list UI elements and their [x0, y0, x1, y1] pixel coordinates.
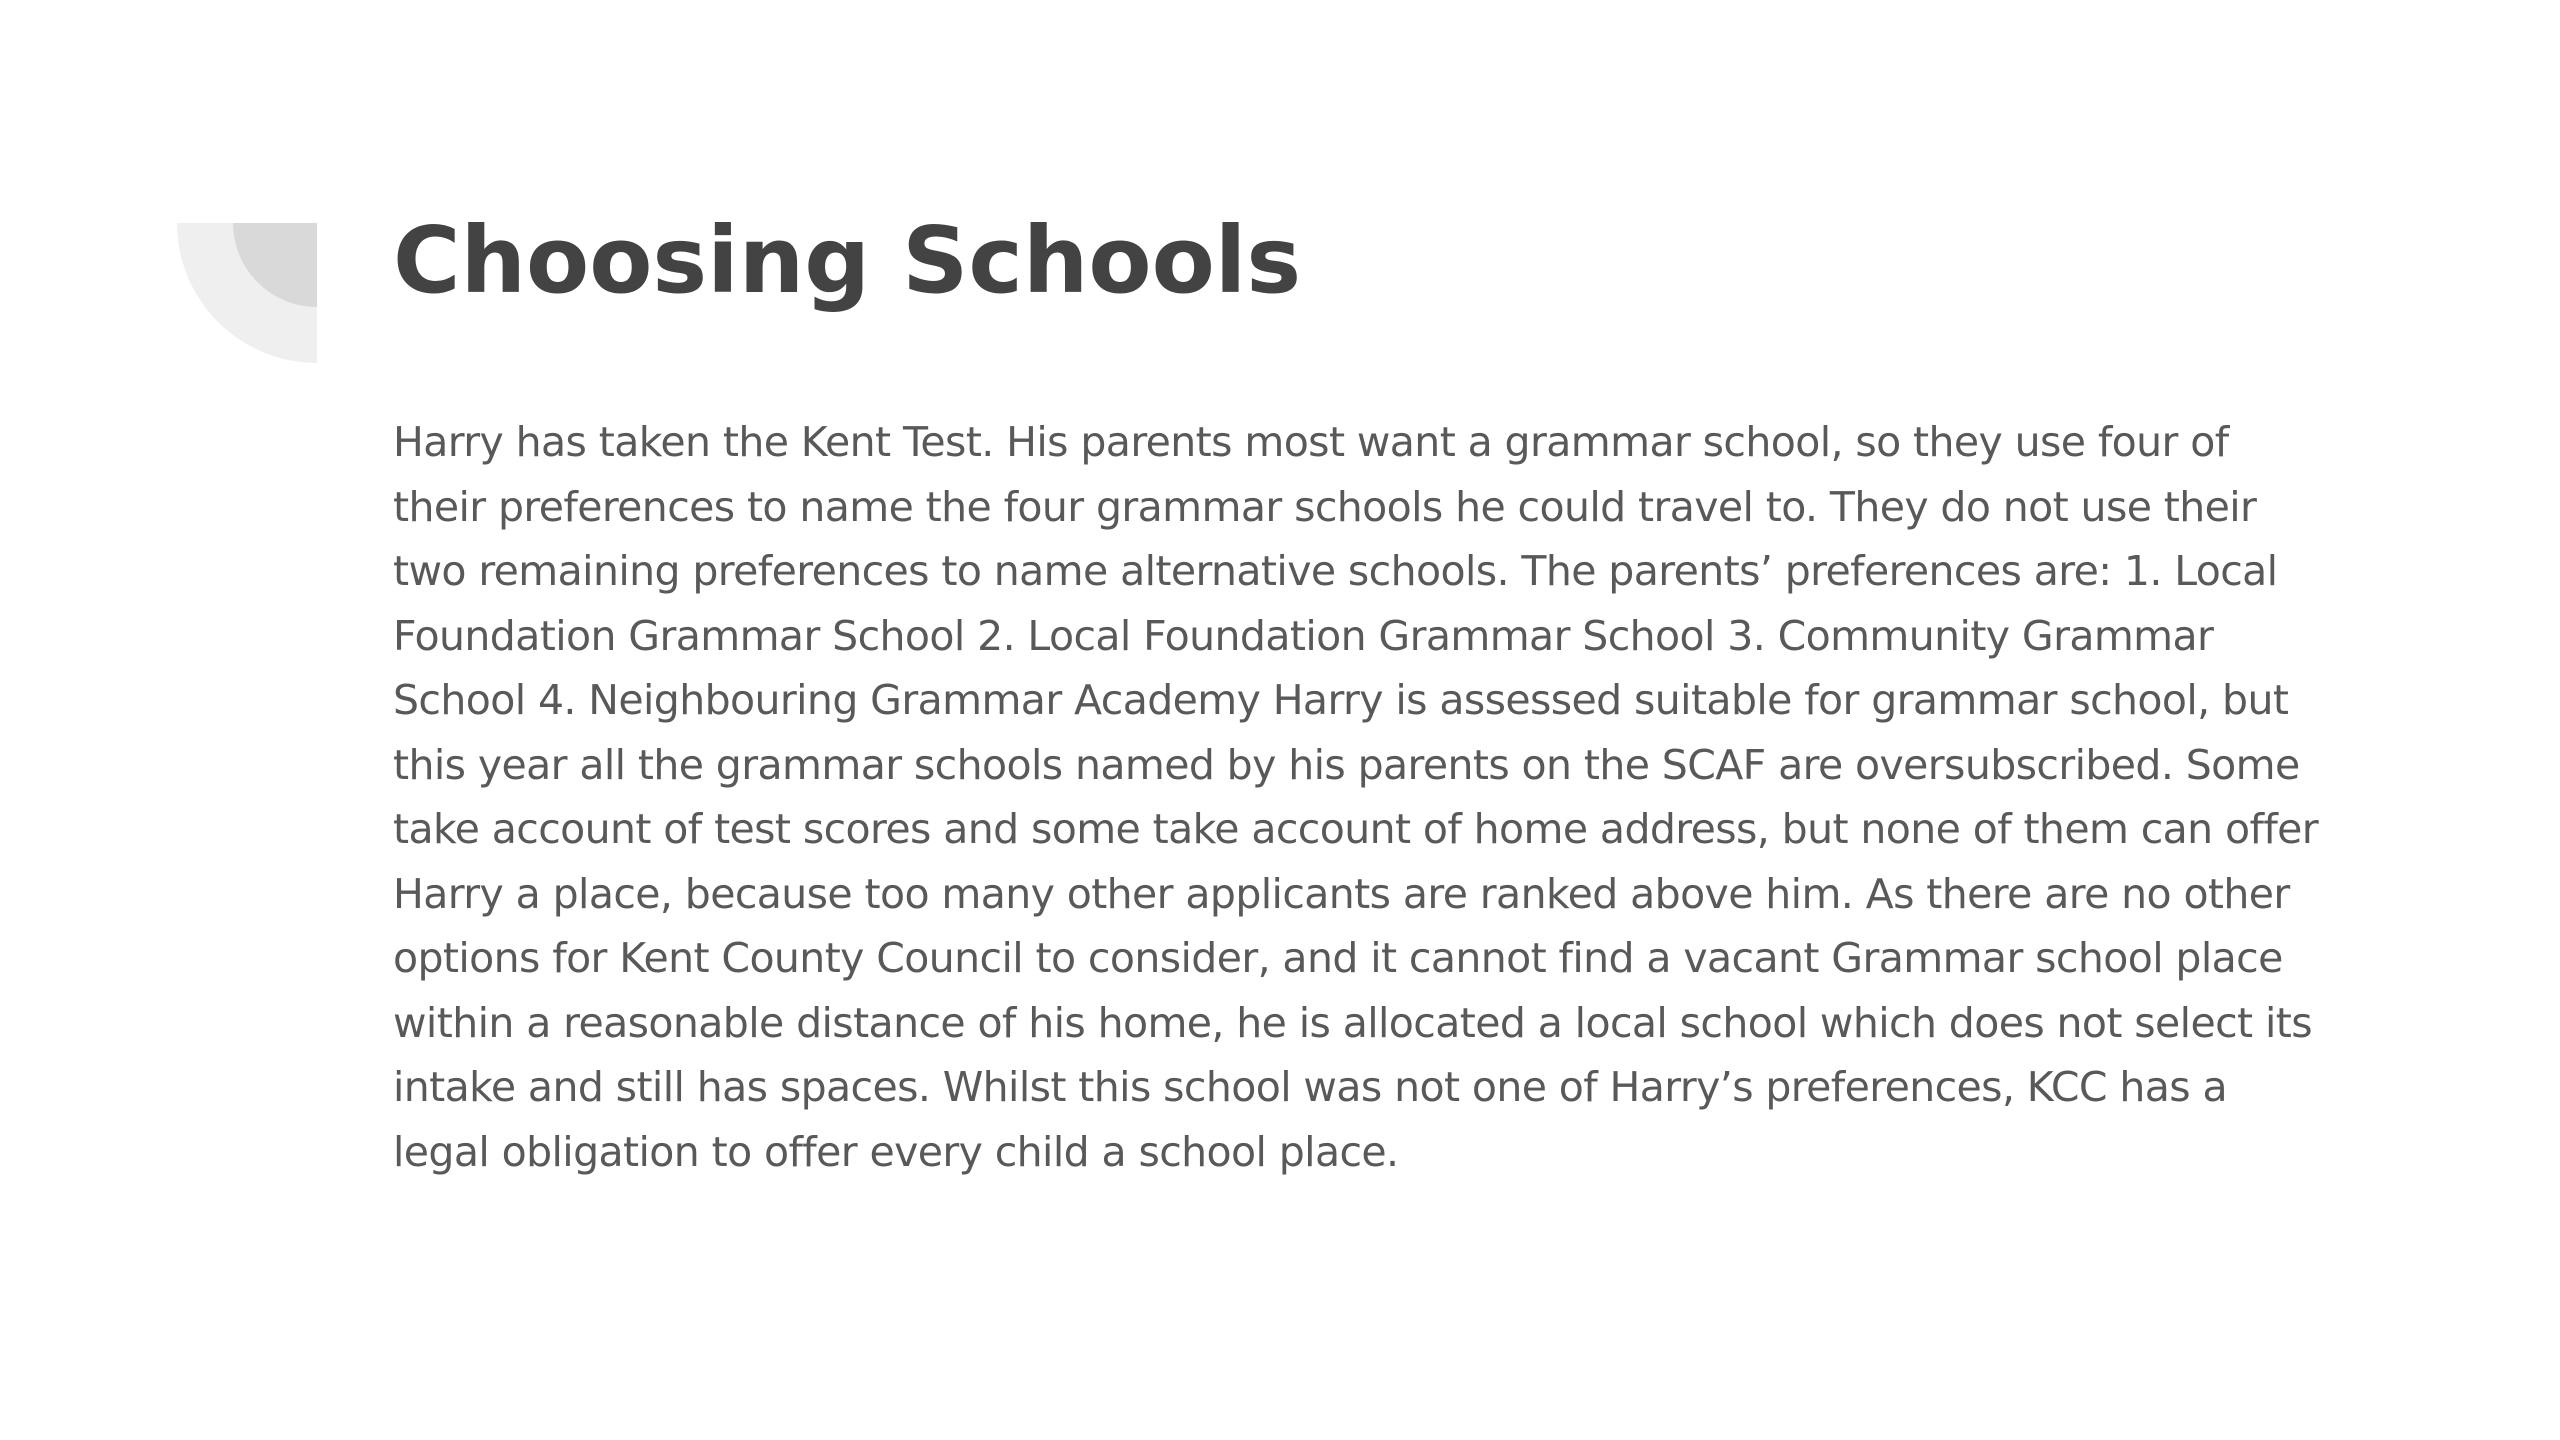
quarter-circle-decoration-icon [177, 223, 317, 363]
slide-body-text: Harry has taken the Kent Test. His parents most want a grammar school, so they use four of their preferences to name the four grammar schools he could travel to. They do not use their two remaining preferences to name alternative schools. The parents’ preferences are: 1. Local Foundation Grammar School 2. Local Foundation Grammar School 3. Community Grammar School 4. Neighbouring Grammar Academy Harry is assessed suitable for grammar school, but this year all the grammar schools named by his parents on the SCAF are oversubscribed. Some take account of test scores and some take account of home address, but none of them can offer Harry a place, because too many other applicants are ranked above him. As there are no other options for Kent County Council to consider, and it cannot find a vacant Grammar school place within a reasonable distance of his home, he is allocated a local school which does not select its intake and still has spaces. Whilst this school was not one of Harry’s preferences, KCC has a legal obligation to offer every child a school place. [393, 418, 2319, 1176]
slide-title: Choosing Schools [393, 207, 1302, 314]
